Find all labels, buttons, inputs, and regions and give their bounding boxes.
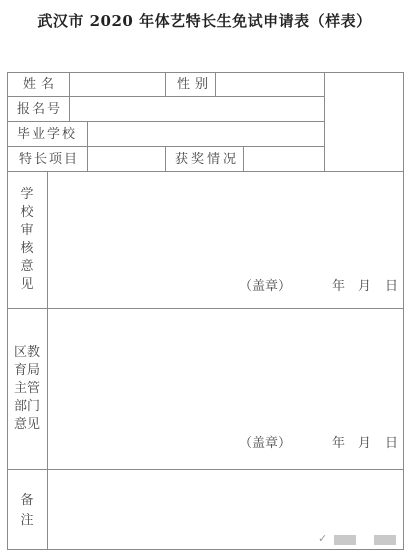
remarks-label: 备 注 [20, 493, 34, 528]
school-review-label: 学 校 审 核 意 见 [20, 187, 34, 292]
col-divider [69, 72, 70, 97]
school-year-text: 年 [332, 279, 346, 294]
table-border-left [7, 72, 8, 550]
school-day-text: 日 [385, 279, 399, 294]
registration-number-label: 报名号 [17, 102, 63, 117]
district-month-text: 月 [358, 436, 372, 451]
table-border-top [7, 72, 404, 73]
page-title: 武汉市 2020 年体艺特长生免试申请表（样表） [37, 12, 372, 30]
col-divider [69, 96, 70, 122]
row-divider [7, 121, 324, 122]
row-divider [7, 171, 404, 172]
table-border-right [403, 72, 404, 550]
graduation-school-label: 毕业学校 [17, 127, 78, 142]
watermark-blur [334, 535, 356, 545]
col-divider [165, 72, 166, 97]
col-divider [215, 72, 216, 97]
label-column-divider [47, 171, 48, 550]
school-month-text: 月 [358, 279, 372, 294]
watermark-blur [374, 535, 396, 545]
specialty-label: 特长项目 [19, 152, 80, 167]
col-divider [87, 121, 88, 147]
photo-cell-border [324, 72, 325, 172]
application-form-table [7, 72, 404, 550]
watermark-icon: ✓ [318, 532, 328, 545]
col-divider [87, 146, 88, 172]
col-divider [165, 146, 166, 172]
school-seal-text: （盖章） [239, 279, 292, 294]
district-year-text: 年 [332, 436, 346, 451]
district-review-label: 区教 育局 主管 部门 意见 [13, 345, 40, 432]
row-divider [7, 469, 404, 470]
district-seal-text: （盖章） [239, 436, 292, 451]
row-divider [7, 308, 404, 309]
gender-label: 性别 [177, 77, 214, 92]
col-divider [243, 146, 244, 172]
name-label: 姓名 [23, 77, 60, 92]
district-day-text: 日 [385, 436, 399, 451]
awards-label: 获奖情况 [175, 152, 240, 167]
table-border-bottom [7, 549, 404, 550]
